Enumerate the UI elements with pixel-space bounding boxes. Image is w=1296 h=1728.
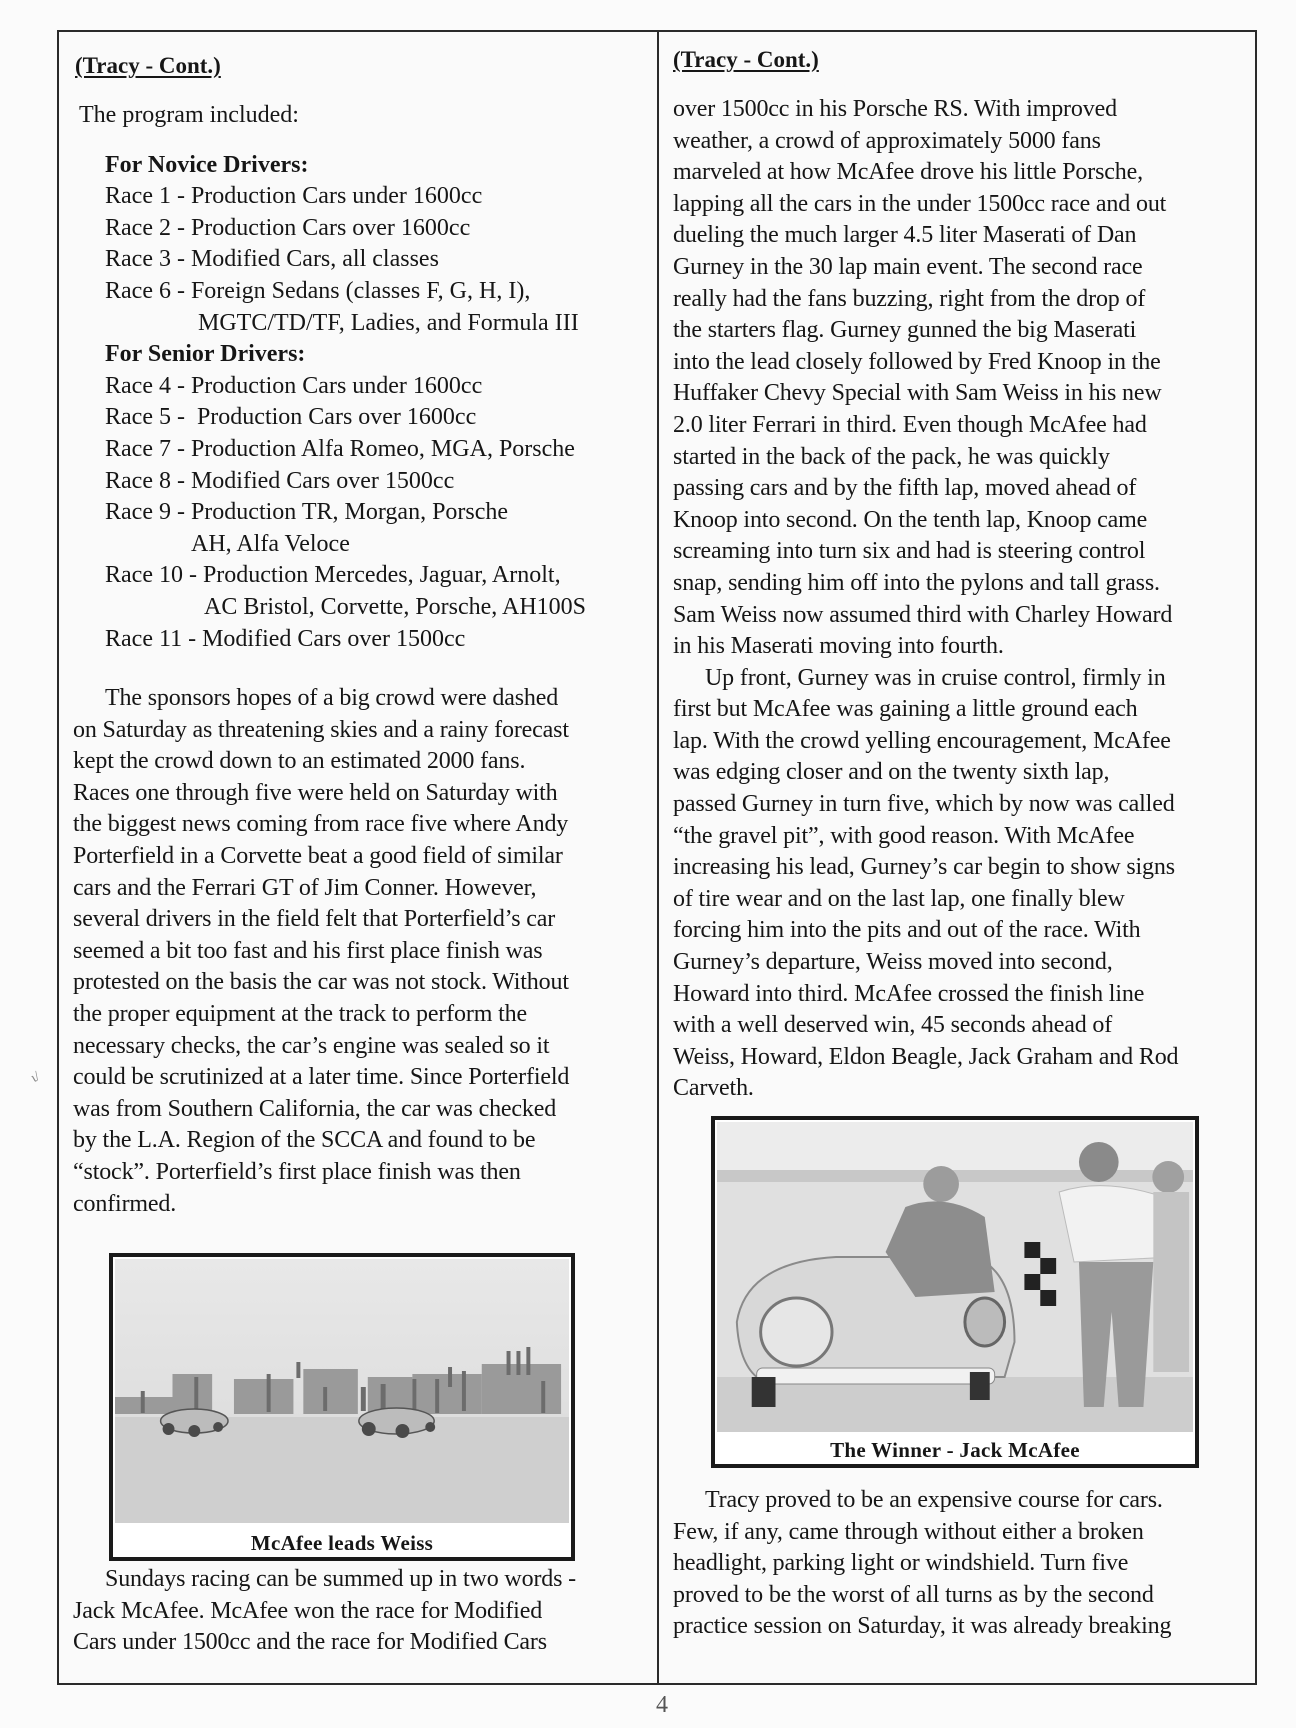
photo-the-winner (711, 1116, 1199, 1468)
scan-mark: ɩ/ (28, 1069, 43, 1086)
text-line: snap, sending him off into the pylons and tall grass. (673, 569, 1160, 596)
text-line: really had the fans buzzing, right from the drop of (673, 285, 1146, 312)
text-line: marveled at how McAfee drove his little Porsche, (673, 159, 1143, 186)
text-line: practice session on Saturday, it was already breaking (673, 1613, 1172, 1640)
photo-mcafee-leads-weiss (109, 1253, 575, 1561)
saturday-paragraph (73, 683, 647, 1220)
text-line: Huffaker Chevy Special with Sam Weiss in his new (673, 380, 1162, 407)
text-line: by the L.A. Region of the SCCA and found to be (73, 1127, 536, 1154)
race-program-list (105, 150, 647, 656)
left-column (59, 32, 657, 1220)
main-event-paragraph (673, 94, 1247, 663)
text-line: Few, if any, came through without either a broken (673, 1518, 1144, 1545)
race-item: Race 2 - Production Cars over 1600cc (105, 214, 471, 241)
text-line: of tire wear and on the last lap, one finally blew (673, 885, 1125, 912)
text-line: dueling the much larger 4.5 liter Maserati of Dan (673, 222, 1137, 249)
race-item: Race 7 - Production Alfa Romeo, MGA, Porsche (105, 435, 575, 462)
text-line: Jack McAfee. McAfee won the race for Modified (73, 1597, 543, 1624)
text-line: Races one through five were held on Saturday with (73, 779, 558, 806)
text-line: was from Southern California, the car was checked (73, 1095, 557, 1122)
page-number: 4 (656, 1692, 668, 1718)
race-item-continuation: AH, Alfa Veloce (191, 530, 350, 557)
program-intro: The program included: (79, 102, 299, 128)
winner-photo (717, 1122, 1193, 1432)
text-line: with a well deserved win, 45 seconds ahead of (673, 1012, 1113, 1039)
text-line: Knoop into second. On the tenth lap, Knoop came (673, 506, 1148, 533)
text-line: “stock”. Porterfield’s first place finish was then (73, 1159, 521, 1185)
text-line: screaming into turn six and had is steering control (673, 538, 1146, 565)
text-line: Howard into third. McAfee crossed the finish line (673, 980, 1145, 1007)
text-line: the starters flag. Gurney gunned the big Maserati (673, 317, 1137, 344)
text-line: could be scrutinized at a later time. Since Porterfield (73, 1064, 570, 1091)
race-item: Race 4 - Production Cars under 1600cc (105, 372, 483, 399)
text-line: Tracy proved to be an expensive course for cars. (705, 1487, 1163, 1513)
text-line: Sundays racing can be summed up in two words - (105, 1566, 577, 1592)
photo-caption: McAfee leads Weiss (113, 1529, 571, 1557)
right-continued-heading: (Tracy - Cont.) (673, 47, 819, 72)
text-line: lap. With the crowd yelling encouragement, McAfee (673, 727, 1171, 754)
text-line: necessary checks, the car’s engine was sealed so it (73, 1032, 550, 1059)
text-line: confirmed. (73, 1190, 177, 1217)
text-line: was edging closer and on the twenty sixth lap, (673, 759, 1110, 786)
novice-drivers-heading: For Novice Drivers: (105, 151, 309, 178)
race-item: Race 8 - Modified Cars over 1500cc (105, 467, 455, 494)
text-line: The sponsors hopes of a big crowd were dashed (105, 685, 559, 712)
race-item: Race 5 - Production Cars over 1600cc (105, 404, 477, 431)
left-continued-heading: (Tracy - Cont.) (75, 53, 221, 78)
up-front-paragraph (673, 663, 1247, 1105)
text-line: over 1500cc in his Porsche RS. With improved (673, 96, 1117, 122)
text-line: the proper equipment at the track to perform the (73, 1001, 527, 1028)
text-line: Sam Weiss now assumed third with Charley Howard (673, 601, 1173, 628)
text-line: into the lead closely followed by Fred Knoop in the (673, 348, 1161, 375)
text-line: the biggest news coming from race five where Andy (73, 811, 569, 838)
text-line: passing cars and by the fifth lap, moved ahead of (673, 475, 1137, 502)
text-line: forcing him into the pits and out of the race. With (673, 917, 1141, 944)
race-item: Race 6 - Foreign Sedans (classes F, G, H, I), (105, 277, 531, 304)
right-column (659, 32, 1257, 1105)
race-item-continuation: AC Bristol, Corvette, Porsche, AH100S (204, 593, 586, 620)
race-item: Race 9 - Production TR, Morgan, Porsche (105, 499, 509, 526)
text-line: Porterfield in a Corvette beat a good field of similar (73, 843, 563, 870)
text-line: started in the back of the pack, he was quickly (673, 443, 1110, 470)
race-item: Race 11 - Modified Cars over 1500cc (105, 625, 466, 652)
race-item: Race 1 - Production Cars under 1600cc (105, 183, 483, 210)
text-line: Weiss, Howard, Eldon Beagle, Jack Graham and Rod (673, 1043, 1179, 1070)
text-line: on Saturday as threatening skies and a rainy forecast (73, 716, 569, 743)
text-line: cars and the Ferrari GT of Jim Conner. However, (73, 874, 537, 901)
senior-drivers-heading: For Senior Drivers: (105, 341, 306, 368)
text-line: proved to be the worst of all turns as by the second (673, 1581, 1154, 1608)
text-line: Gurney in the 30 lap main event. The second race (673, 253, 1143, 280)
text-line: Gurney’s departure, Weiss moved into second, (673, 949, 1113, 976)
page-frame (57, 30, 1257, 1685)
winner-car-image (717, 1122, 1193, 1432)
text-line: kept the crowd down to an estimated 2000 fans. (73, 748, 526, 775)
text-line: weather, a crowd of approximately 5000 fans (673, 127, 1101, 154)
race-photo (115, 1259, 569, 1523)
text-line: passed Gurney in turn five, which by now was called (673, 791, 1175, 818)
text-line: in his Maserati moving into fourth. (673, 633, 1004, 660)
text-line: seemed a bit too fast and his first place finish was (73, 937, 543, 964)
text-line: protested on the basis the car was not stock. Without (73, 969, 569, 996)
text-line: several drivers in the field felt that Porterfield’s car (73, 906, 556, 933)
text-line: lapping all the cars in the under 1500cc race and out (673, 190, 1167, 217)
text-line: first but McAfee was gaining a little ground each (673, 696, 1138, 723)
text-line: headlight, parking light or windshield. Turn five (673, 1550, 1129, 1577)
race-item: Race 10 - Production Mercedes, Jaguar, Arnolt, (105, 562, 561, 589)
expensive-course-paragraph (673, 1485, 1253, 1643)
race-item-continuation: MGTC/TD/TF, Ladies, and Formula III (198, 309, 579, 336)
photo-caption: The Winner - Jack McAfee (715, 1436, 1195, 1464)
text-line: 2.0 liter Ferrari in third. Even though McAfee had (673, 411, 1147, 438)
sunday-paragraph (73, 1564, 653, 1659)
text-line: Carveth. (673, 1075, 754, 1102)
text-line: increasing his lead, Gurney’s car begin to show signs (673, 854, 1175, 881)
race-track-image (115, 1259, 569, 1523)
text-line: Up front, Gurney was in cruise control, firmly in (705, 664, 1166, 691)
text-line: “the gravel pit”, with good reason. With McAfee (673, 822, 1135, 849)
race-item: Race 3 - Modified Cars, all classes (105, 246, 439, 273)
text-line: Cars under 1500cc and the race for Modified Cars (73, 1629, 547, 1656)
